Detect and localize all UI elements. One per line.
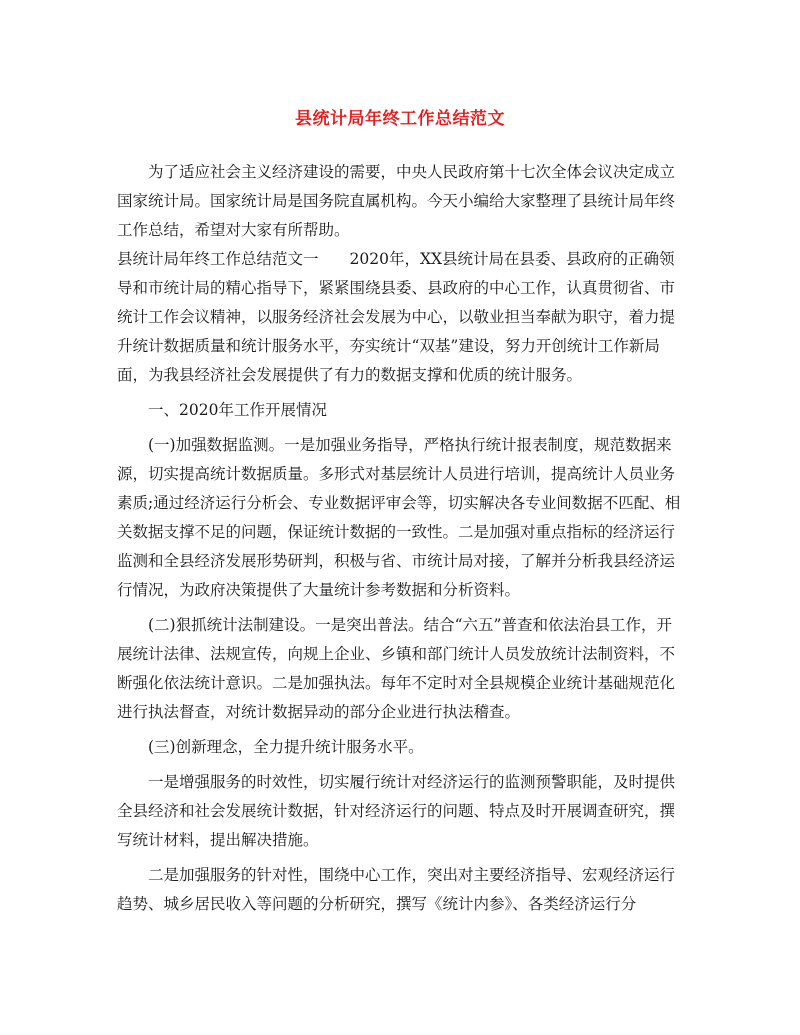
paragraph-data-monitoring: (一)加强数据监测。一是加强业务指导，严格执行统计报表制度，规范数据来源，切实提高统计数据质量。多形式对基层统计人员进行培训，提高统计人员业务素质;通过经济运行分析会、专业数据评审会等，切实解决各专业间数据不匹配、相关数据支撑不足的问题，保证统计数据的一致性。二是加强对重点指标的经济运行监测和全县经济发展形势研判，积极与省、市统计局对接，了解并分析我县经济运行情况，为政府决策提供了大量统计参考数据和分析资料。 (117, 436, 681, 599)
paragraph-intro: 为了适应社会主义经济建设的需要，中央人民政府第十七次全体会议决定成立国家统计局。国家统计局是国务院直属机构。今天小编给大家整理了县统计局年终工作总结，希望对大家有所帮助。 (117, 163, 676, 239)
section-heading: 一、2020年工作开展情况 (148, 401, 327, 419)
document-body (117, 158, 683, 919)
document-title: 县统计局年终工作总结范文 (295, 109, 505, 129)
paragraph-legal-construction: (二)狠抓统计法制建设。一是突出普法。结合“六五”普查和依法治县工作，开展统计法律、法规宣传，向规上企业、乡镇和部门统计人员发放统计法制资料，不断强化依法统计意识。二是加强执法。每年不定时对全县规模企业统计基础规范化进行执法督查，对统计数据异动的部分企业进行执法稽查。 (117, 616, 676, 721)
paragraph-innovation: (三)创新理念，全力提升统计服务水平。 (148, 738, 424, 756)
paragraph-summary-one: 县统计局年终工作总结范文一 2020年，XX县统计局在县委、县政府的正确领导和市统计局的精心指导下，紧紧围绕县委、县政府的中心工作，认真贯彻省、市统计工作会议精神，以服务经济社会发展为中心，以敬业担当奉献为职守，着力提升统计数据质量和统计服务水平，夯实统计“双基”建设，努力开创统计工作新局面，为我县经济社会发展提供了有力的数据支撑和优质的统计服务。 (117, 250, 676, 384)
paragraph-targeting: 二是加强服务的针对性，围绕中心工作，突出对主要经济指导、宏观经济运行趋势、城乡居民收入等问题的分析研究，撰写《统计内参》、各类经济运行分 (117, 866, 676, 913)
paragraph-timeliness: 一是增强服务的时效性，切实履行统计对经济运行的监测预警职能，及时提供全县经济和社会发展统计数据，针对经济运行的问题、特点及时开展调查研究，撰写统计材料，提出解决措施。 (117, 773, 676, 849)
